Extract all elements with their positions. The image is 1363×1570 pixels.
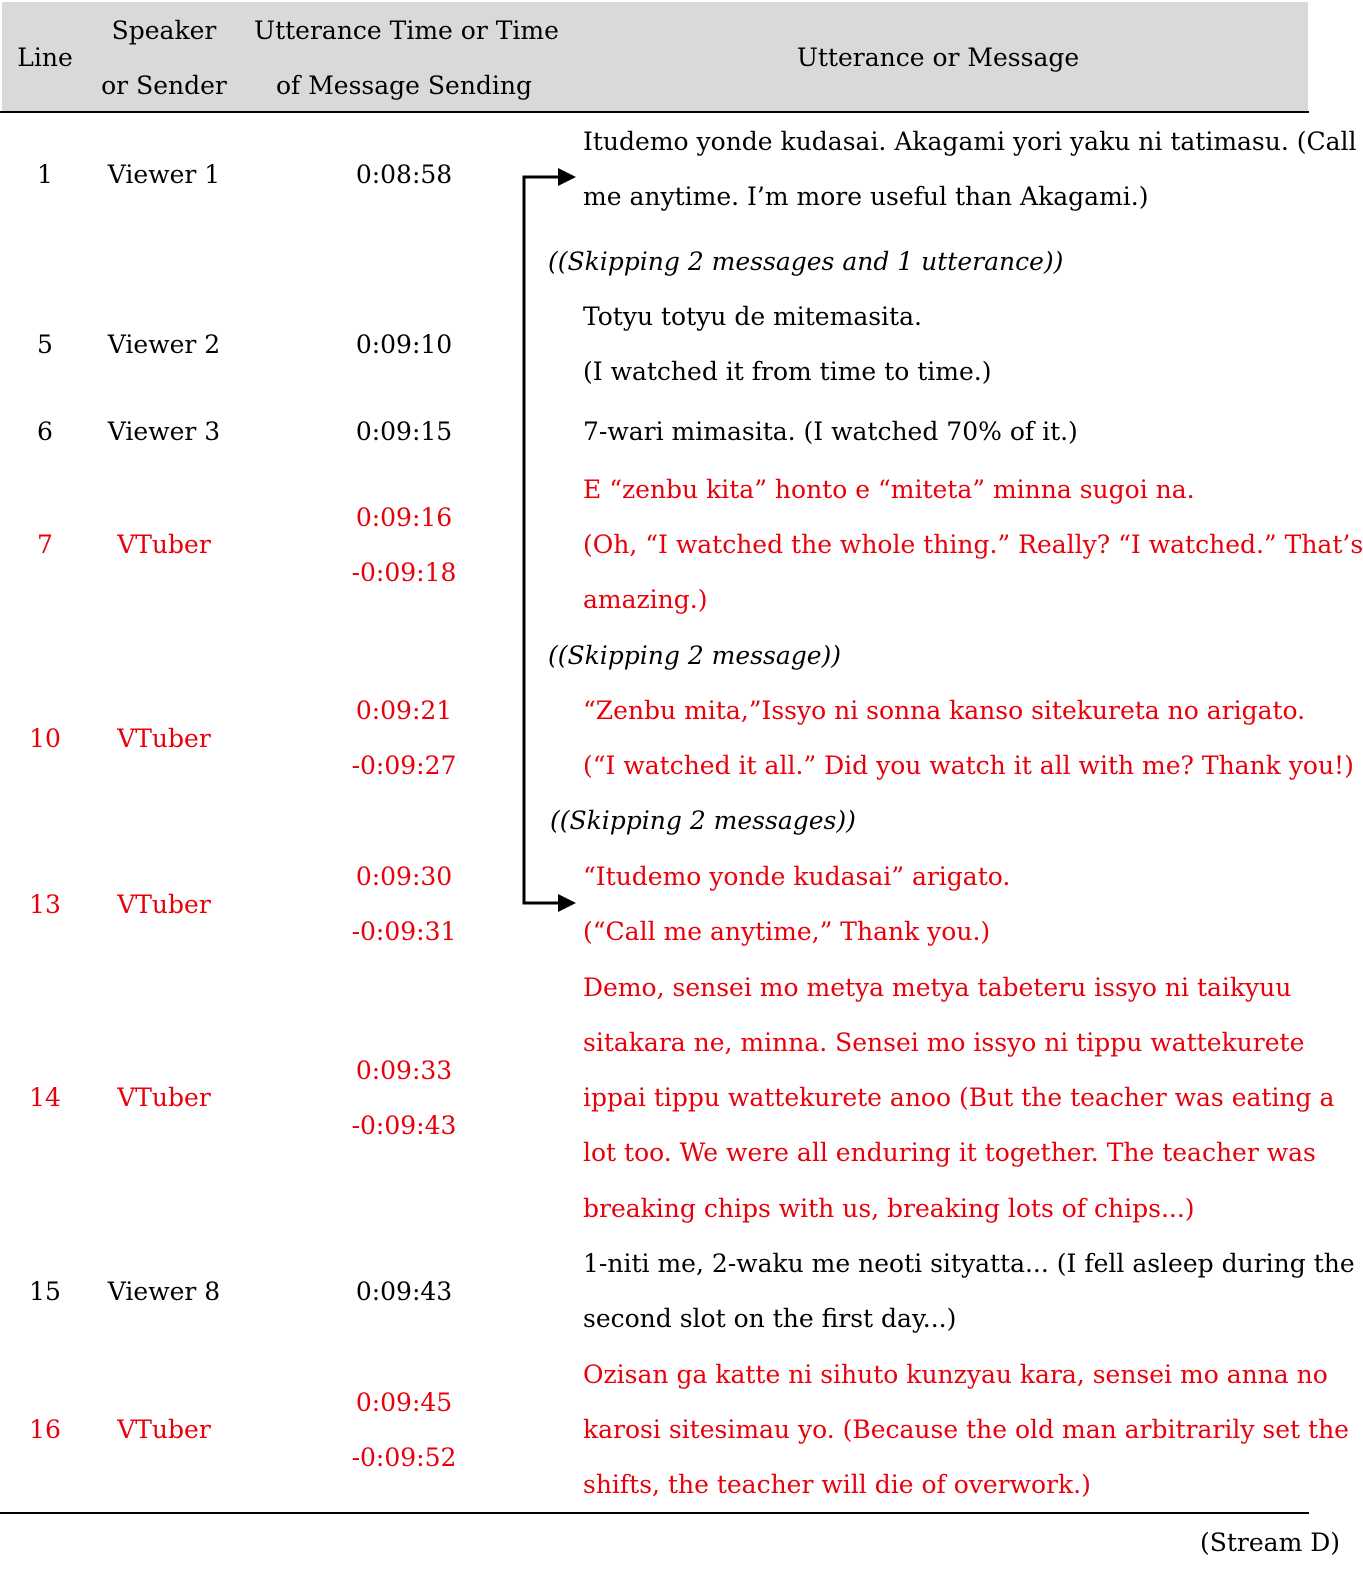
line-number: 16 xyxy=(29,1415,61,1444)
message-line: ippai tippu wattekurete anoo (But the teacher was eating a xyxy=(583,1083,1335,1112)
header-speaker-1: Speaker xyxy=(111,16,217,45)
message-line: Ozisan ga katte ni sihuto kunzyau kara, sensei mo anna no xyxy=(583,1360,1328,1389)
message-line: “Zenbu mita,”Issyo ni sonna kanso sitekureta no arigato. xyxy=(583,696,1306,725)
message-line: E “zenbu kita” honto e “miteta” minna sugoi na. xyxy=(583,475,1195,504)
line-number: 10 xyxy=(29,724,61,753)
message-line: (Oh, “I watched the whole thing.” Really? “I watched.” That’s xyxy=(583,530,1363,559)
message-line: (“Call me anytime,” Thank you.) xyxy=(583,917,991,946)
message-line: Totyu totyu de mitemasita. xyxy=(583,302,922,331)
message-line: Demo, sensei mo metya metya tabeteru issyo ni taikyuu xyxy=(583,973,1292,1002)
time-end: -0:09:43 xyxy=(351,1111,457,1140)
line-number: 13 xyxy=(29,890,61,919)
time: 0:09:10 xyxy=(355,330,453,359)
time-end: -0:09:31 xyxy=(351,917,457,946)
time-end: -0:09:27 xyxy=(351,751,457,780)
speaker: VTuber xyxy=(117,724,211,753)
header-time-1: Utterance Time or Time xyxy=(254,16,559,45)
header-speaker-2: or Sender xyxy=(101,71,227,100)
skip-note: ((Skipping 2 message)) xyxy=(548,641,842,670)
speaker: VTuber xyxy=(117,530,211,559)
line-number: 14 xyxy=(29,1083,61,1112)
time-start: 0:09:21 xyxy=(355,696,453,725)
message-line: shifts, the teacher will die of overwork.) xyxy=(583,1470,1091,1499)
time-end: -0:09:52 xyxy=(351,1443,457,1472)
time: 0:09:43 xyxy=(355,1277,453,1306)
message-line: 7-wari mimasita. (I watched 70% of it.) xyxy=(583,417,1078,446)
time: 0:09:15 xyxy=(355,417,453,446)
time-start: 0:09:45 xyxy=(355,1388,453,1417)
header-line: Line xyxy=(17,43,73,72)
speaker: Viewer 3 xyxy=(107,417,221,446)
time: 0:08:58 xyxy=(355,160,453,189)
speaker: VTuber xyxy=(117,890,211,919)
time-start: 0:09:33 xyxy=(355,1056,453,1085)
line-number: 15 xyxy=(29,1277,61,1306)
speaker: VTuber xyxy=(117,1415,211,1444)
speaker: Viewer 8 xyxy=(107,1277,221,1306)
stream-label: (Stream D) xyxy=(1200,1528,1341,1557)
line-number: 1 xyxy=(37,160,53,189)
line-number: 6 xyxy=(37,417,53,446)
speaker: Viewer 2 xyxy=(107,330,221,359)
time-start: 0:09:30 xyxy=(355,862,453,891)
speaker: Viewer 1 xyxy=(107,160,221,189)
message-line: lot too. We were all enduring it together. The teacher was xyxy=(583,1138,1316,1167)
message-line: Itudemo yonde kudasai. Akagami yori yaku ni tatimasu. (Call xyxy=(583,127,1357,156)
message-line: sitakara ne, minna. Sensei mo issyo ni tippu wattekurete xyxy=(583,1028,1305,1057)
time-end: -0:09:18 xyxy=(351,558,457,587)
header-message: Utterance or Message xyxy=(796,43,1080,72)
time-start: 0:09:16 xyxy=(355,503,453,532)
message-line: karosi sitesimau yo. (Because the old man arbitrarily set the xyxy=(583,1415,1349,1444)
line-number: 5 xyxy=(37,330,53,359)
message-line: me anytime. I’m more useful than Akagami.) xyxy=(583,182,1149,211)
message-line: breaking chips with us, breaking lots of chips...) xyxy=(583,1194,1195,1223)
header-time-2: of Message Sending xyxy=(275,71,533,100)
message-line: second slot on the first day...) xyxy=(583,1304,957,1333)
message-line: “Itudemo yonde kudasai” arigato. xyxy=(583,862,1011,891)
message-line: (“I watched it all.” Did you watch it all with me? Thank you!) xyxy=(583,751,1354,780)
skip-note: ((Skipping 2 messages)) xyxy=(550,806,856,835)
message-line: amazing.) xyxy=(583,585,708,614)
line-number: 7 xyxy=(37,530,53,559)
skip-note: ((Skipping 2 messages and 1 utterance)) xyxy=(548,247,1064,276)
message-line: 1-niti me, 2-waku me neoti sityatta... (I fell asleep during the xyxy=(583,1249,1355,1278)
speaker: VTuber xyxy=(117,1083,211,1112)
message-line: (I watched it from time to time.) xyxy=(583,357,992,386)
